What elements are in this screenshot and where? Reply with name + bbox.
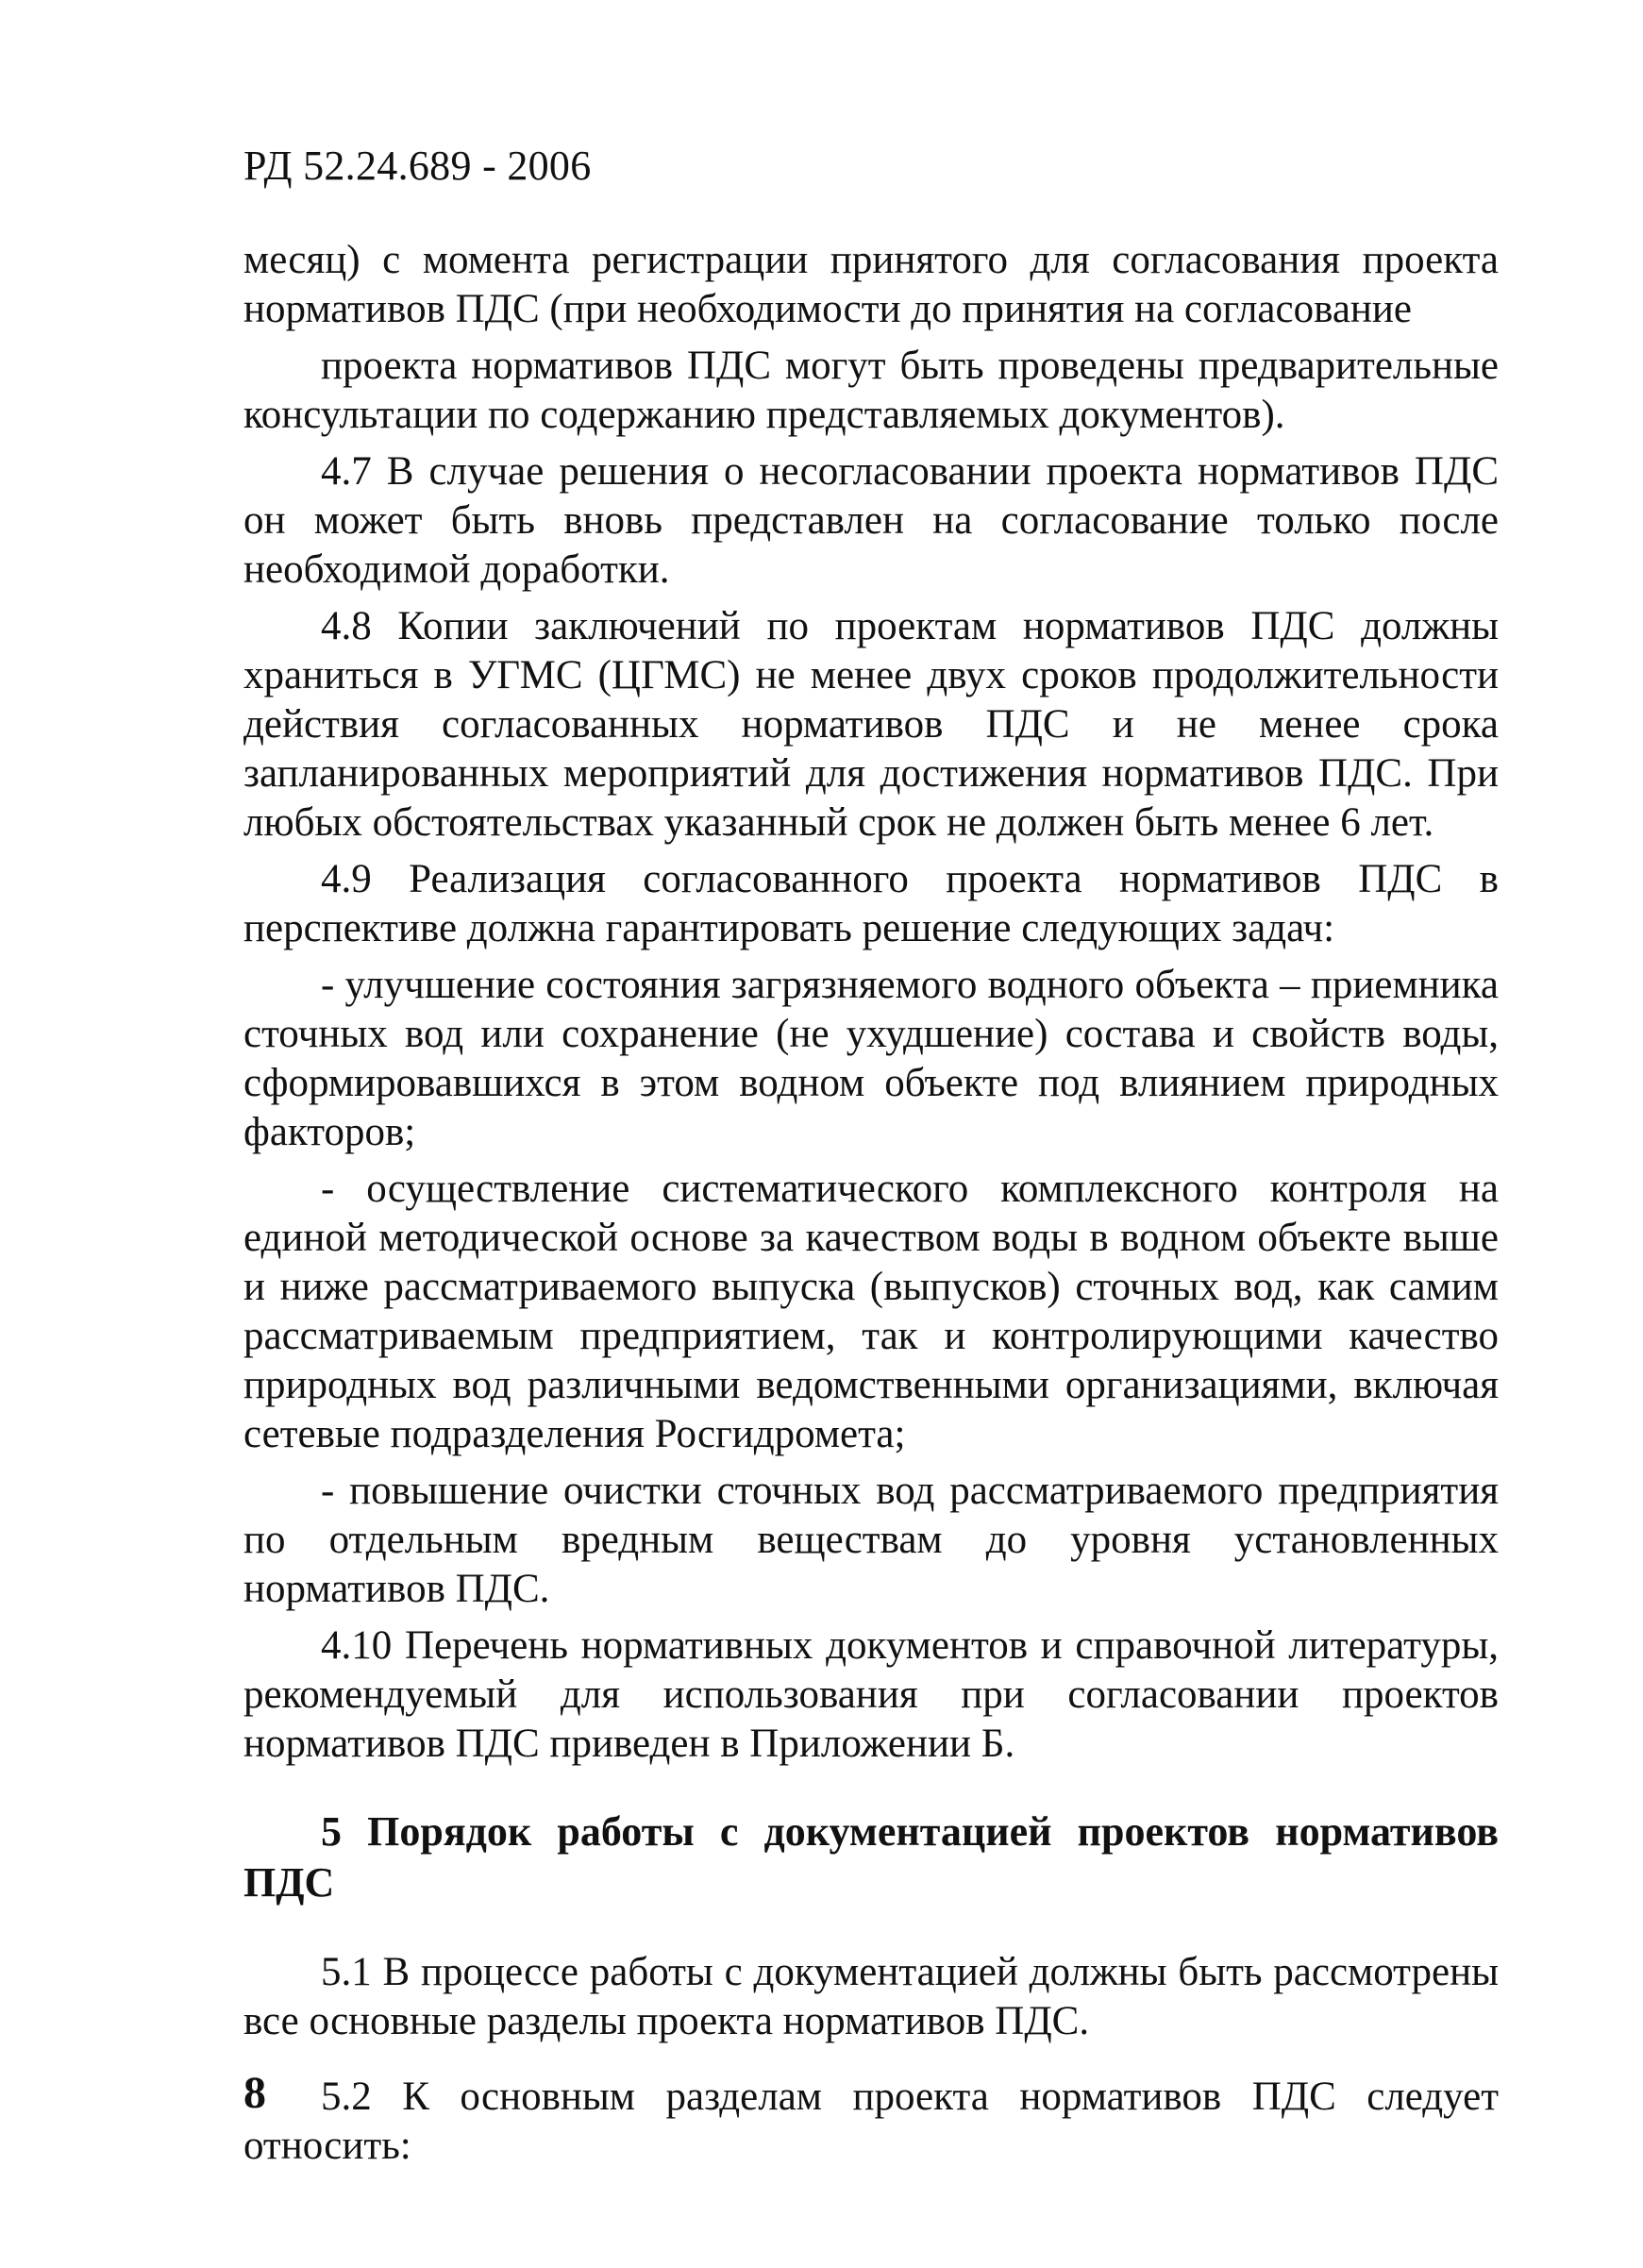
- paragraph-5-1: 5.1 В процессе работы с документацией должны быть рассмотрены все основные разделы проекта нормативов ПДС.: [243, 1950, 1499, 2043]
- paragraph-5-2: 5.2 К основным разделам проекта нормативов ПДС следует относить:: [243, 2075, 1499, 2168]
- paragraph-4-7: 4.7 В случае решения о несогласовании проекта нормативов ПДС он может быть вновь представлен на согласование только после необходимой доработки.: [243, 449, 1499, 592]
- page-body: [243, 236, 1499, 2178]
- list-item-treatment: - повышение очистки сточных вод рассматриваемого предприятия по отдельным вредным веществам до уровня установленных нормативов ПДС.: [243, 1469, 1499, 1611]
- section-5-heading: 5 Порядок работы с документацией проектов нормативов ПДС: [243, 1808, 1499, 1906]
- page-number: 8: [243, 2068, 266, 2118]
- list-item-monitoring: - осуществление систематического комплексного контроля на единой методической основе за качеством воды в водном объекте выше и ниже рассматриваемого выпуска (выпусков) сточных вод, как самим рассматриваемым предприятием, так и контролирующими качество природных вод различными ведомственными организациями, включая сетевые подразделения Росгидромета;: [243, 1167, 1499, 1456]
- paragraph-4-9: 4.9 Реализация согласованного проекта нормативов ПДС в перспективе должна гарантировать решение следующих задач:: [243, 857, 1499, 950]
- paragraph-4-10: 4.10 Перечень нормативных документов и справочной литературы, рекомендуемый для использования при согласовании проектов нормативов ПДС приведен в Приложении Б.: [243, 1623, 1499, 1766]
- running-header: РД 52.24.689 - 2006: [243, 143, 592, 189]
- paragraph-continuation: месяц) с момента регистрации принятого для согласования проекта нормативов ПДС (при необходимости до принятия на согласование: [243, 238, 1499, 331]
- list-item-improvement: - улучшение состояния загрязняемого водного объекта – приемника сточных вод или сохранение (не ухудшение) состава и свойств воды, сформировавшихся в этом водном объекте под влиянием природных факторов;: [243, 963, 1499, 1154]
- paragraph-4-8: 4.8 Копии заключений по проектам нормативов ПДС должны храниться в УГМС (ЦГМС) не менее двух сроков продолжительности действия согласованных нормативов ПДС и не менее срока запланированных мероприятий для достижения нормативов ПДС. При любых обстоятельствах указанный срок не должен быть менее 6 лет.: [243, 604, 1499, 845]
- paragraph-consultations: проекта нормативов ПДС могут быть проведены предварительные консультации по содержанию представляемых документов).: [243, 344, 1499, 437]
